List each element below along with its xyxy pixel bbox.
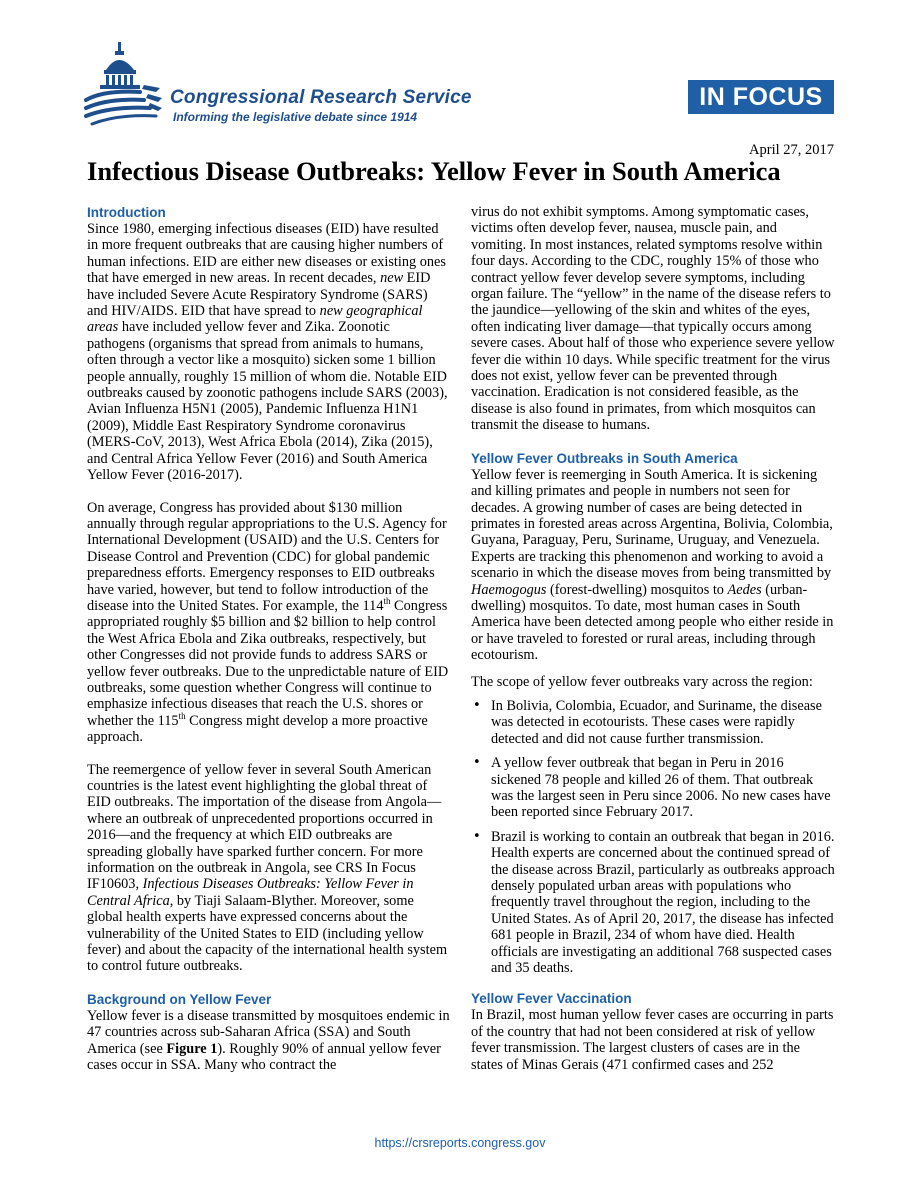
list-item: • In Bolivia, Colombia, Ecuador, and Suriname, the disease was detected in ecotourists. These cases were rapidly detected and did not cause further transmission. — [471, 698, 835, 747]
list-item: • Brazil is working to contain an outbreak that began in 2016. Health experts are concerned about the continued spread of the disease across Brazil, particularly as outbreaks approach densely populated urban areas with populations who frequently travel throughout the region, including to the United States. As of April 20, 2017, the disease has infected 681 people in Brazil, 234 of whom have died. Health officials are investigating an additional 768 suspected cases and 35 deaths. — [471, 829, 835, 977]
section-heading-vaccination: Yellow Fever Vaccination — [471, 991, 632, 1007]
in-focus-badge: IN FOCUS — [688, 80, 834, 114]
figure-reference: Figure 1 — [166, 1040, 218, 1057]
paragraph: Yellow fever is reemerging in South America. It is sickening and killing primates and people in numbers not seen for decades. A growing number of cases are being detected in primates in forested areas across Argentina, Bolivia, Colombia, Guyana, Paraguay, Peru, Suriname, Uruguay, and Venezuela. Experts are tracking this phenomenon and working to avoid a scenario in which the disease moves from being transmitted by Haemogogus (forest-dwelling) mosquitos to Aedes (urban-dwelling) mosquitos. To date, most human cases in South America have been detected among people who either reside in or have traveled to forested or rural areas, including through ecotourism. — [471, 466, 834, 664]
section-heading-outbreaks: Yellow Fever Outbreaks in South America — [471, 450, 738, 466]
right-column — [471, 204, 835, 1089]
page-header — [0, 0, 920, 140]
paragraph: In Brazil, most human yellow fever cases are occurring in parts of the country that had not been considered at risk of yellow fever transmission. The largest clusters of cases are in the states of Minas Gerais (471 confirmed cases and 252 — [471, 1007, 834, 1073]
section-heading-introduction: Introduction — [87, 205, 166, 220]
page-title: Infectious Disease Outbreaks: Yellow Fever in South America — [87, 156, 781, 186]
paragraph: Yellow fever is a disease transmitted by mosquitoes endemic in 47 countries across sub-Saharan Africa (SSA) and South America (see Figure 1). Roughly 90% of annual yellow fever cases occur in SSA. Many who contract the — [87, 1007, 450, 1074]
publication-date: April 27, 2017 — [749, 142, 834, 158]
org-tagline: Informing the legislative debate since 1914 — [173, 110, 418, 124]
footer-link[interactable]: https://crsreports.congress.gov — [374, 1136, 546, 1150]
org-name: Congressional Research Service — [170, 87, 472, 108]
paragraph: virus do not exhibit symptoms. Among symptomatic cases, victims often develop fever, nausea, muscle pain, and vomiting. In most instances, related symptoms resolve within four days. According to the CDC, roughly 15% of those who contract yellow fever develop severe symptoms, including organ failure. The “yellow” in the name of the disease refers to the jaundice—yellowing of the skin and whites of the eyes, often indicating liver damage—that typically occurs among severe cases. About half of those who experience severe yellow fever die within 10 days. While specific treatment for the virus does not exist, yellow fever can be prevented through vaccination. Eradication is not considered feasible, as the disease is also found in primates, from which mosquitos can transmit the disease to humans. — [471, 204, 835, 434]
left-column — [87, 204, 451, 1090]
paragraph: On average, Congress has provided about $130 million annually through regular appropriations to the U.S. Agency for International Development (USAID) and the U.S. Centers for Disease Control and Prevention (CDC) for global pandemic preparedness efforts. Emergency responses to EID outbreaks have varied, however, but tend to follow introduction of the disease into the United States. For example, the 114th Congress appropriated roughly $5 billion and $2 billion to help control the West Africa Ebola and Zika outbreaks, respectively, but other Congresses did not provide funds to address SARS or yellow fever outbreaks. Due to the unpredictable nature of EID outbreaks, some question whether Congress will continue to emphasize infectious diseases that reach the U.S. shores or whether the 115th Congress might develop a more proactive approach. — [87, 499, 449, 746]
paragraph: The reemergence of yellow fever in several South American countries is the latest event highlighting the global threat of EID outbreaks. The importation of the disease from Angola—where an outbreak of unprecedented proportions occurred in 2016—and the frequency at which EID outbreaks are spreading globally have sparked further concern. For more information on the outbreak in Angola, see CRS In Focus IF10603, Infectious Diseases Outbreaks: Yellow Fever in Central Africa, by Tiaji Salaam-Blyther. Moreover, some global health experts have expressed concerns about the vulnerability of the United States to EID (including yellow fever) and about the capacity of the international health system to control future outbreaks. — [87, 761, 448, 975]
paragraph: The scope of yellow fever outbreaks vary across the region: — [471, 673, 813, 690]
section-heading-background: Background on Yellow Fever — [87, 991, 272, 1007]
bullet-list — [471, 698, 835, 977]
paragraph: Since 1980, emerging infectious diseases (EID) have resulted in more frequent outbreaks that are causing higher numbers of human infections. EID are either new diseases or existing ones that have emerged in new areas. In recent decades, new EID have included Severe Acute Respiratory Syndrome (SARS) and HIV/AIDS. EID that have spread to new geographical areas have included yellow fever and Zika. Zoonotic pathogens (organisms that spread from animals to humans, often through a vector like a mosquito) sicken some 1 billion people annually, roughly 15 million of whom die. Notable EID outbreaks caused by zoonotic pathogens include SARS (2003), Avian Influenza H5N1 (2005), Pandemic Influenza H1N1 (2009), Middle East Respiratory Syndrome coronavirus (MERS-CoV, 2013), West Africa Ebola (2014), Zika (2015), and Central Africa Yellow Fever (2016) and South America Yellow Fever (2016-2017). — [87, 221, 448, 484]
list-item: • A yellow fever outbreak that began in Peru in 2016 sickened 78 people and killed 26 of them. That outbreak was the largest seen in Peru since 2006. No new cases have been reported since February 2017. — [471, 755, 835, 821]
